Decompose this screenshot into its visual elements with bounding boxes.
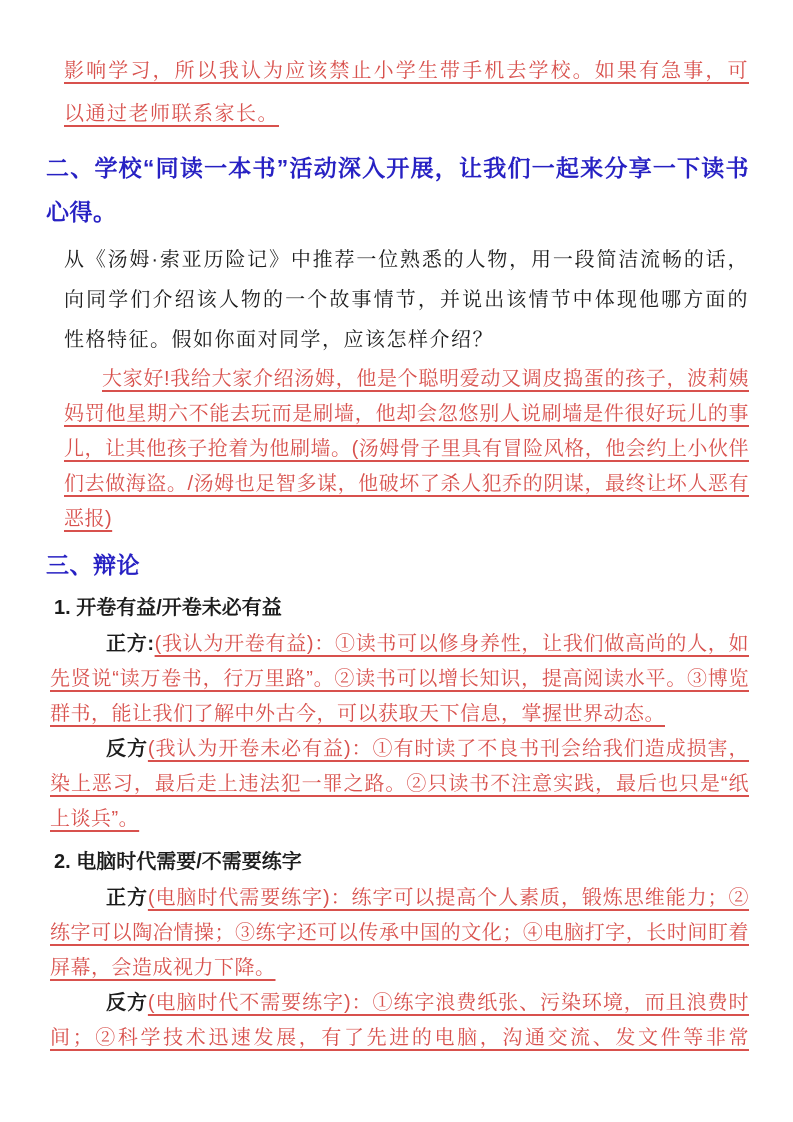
- debate-2-con-label: 反方: [106, 992, 148, 1014]
- debate-2-pro-argument: [50, 881, 749, 986]
- debate-2-pro-text: (电脑时代需要练字)：练字可以提高个人素质，锻炼思维能力；②练字可以陶冶情操；③练字还可以传承中国的文化；④电脑打字，长时间盯着屏幕，会造成视力下降。: [50, 887, 750, 979]
- debate-1-pro-label: 正方:: [106, 633, 155, 655]
- section-2-heading: 二、学校“同读一本书”活动深入开展，让我们一起来分享一下读书心得。: [46, 155, 749, 225]
- section-2-question: 从《汤姆·索亚历险记》中推荐一位熟悉的人物，用一段简洁流畅的话，向同学们介绍该人物的一个故事情节，并说出该情节中体现他哪方面的性格特征。假如你面对同学，应该怎样介绍？: [64, 249, 749, 351]
- answer-continuation-text: 影响学习，所以我认为应该禁止小学生带手机去学校。如果有急事，可以通过老师联系家长。: [64, 60, 749, 125]
- debate-2-con-argument: [50, 986, 749, 1056]
- section-2-answer: 大家好!我给大家介绍汤姆，他是个聪明爱动又调皮捣蛋的孩子，波莉姨妈罚他星期六不能去玩而是刷墙，他却会忽悠别人说刷墙是件很好玩儿的事儿，让其他孩子抢着为他刷墙。(汤姆骨子里具有冒险风格，他会约上小伙伴们去做海盗。/汤姆也足智多谋，他破坏了杀人犯乔的阴谋，最终让坏人恶有恶报): [64, 368, 749, 530]
- debate-1-con-text: (我认为开卷未必有益)：①有时读了不良书刊会给我们造成损害，染上恶习，最后走上违法犯一罪之路。②只读书不注意实践，最后也只是“纸上谈兵”。: [50, 738, 750, 830]
- debate-1-con-label: 反方: [106, 738, 148, 760]
- debate-1-pro-text: (我认为开卷有益)：①读书可以修身养性，让我们做高尚的人，如先贤说“读万卷书，行万里路”。②读书可以增长知识，提高阅读水平。③博览群书，能让我们了解中外古今，可以获取天下信息，掌握世界动态。: [50, 633, 749, 725]
- section-3-heading: 三、辩论: [46, 552, 140, 578]
- debate-1-con-argument: [50, 732, 749, 837]
- debate-2-pro-label: 正方: [106, 887, 148, 909]
- debate-1-topic: 1. 开卷有益/开卷未必有益: [54, 597, 282, 619]
- debate-2-topic: 2. 电脑时代需要/不需要练字: [54, 851, 302, 873]
- debate-1-pro-argument: [50, 627, 749, 732]
- debate-2-con-text: (电脑时代不需要练字)：①练字浪费纸张、污染环境，而且浪费时间；②科学技术迅速发展，有了先进的电脑，沟通交流、发文件等非常: [50, 992, 750, 1049]
